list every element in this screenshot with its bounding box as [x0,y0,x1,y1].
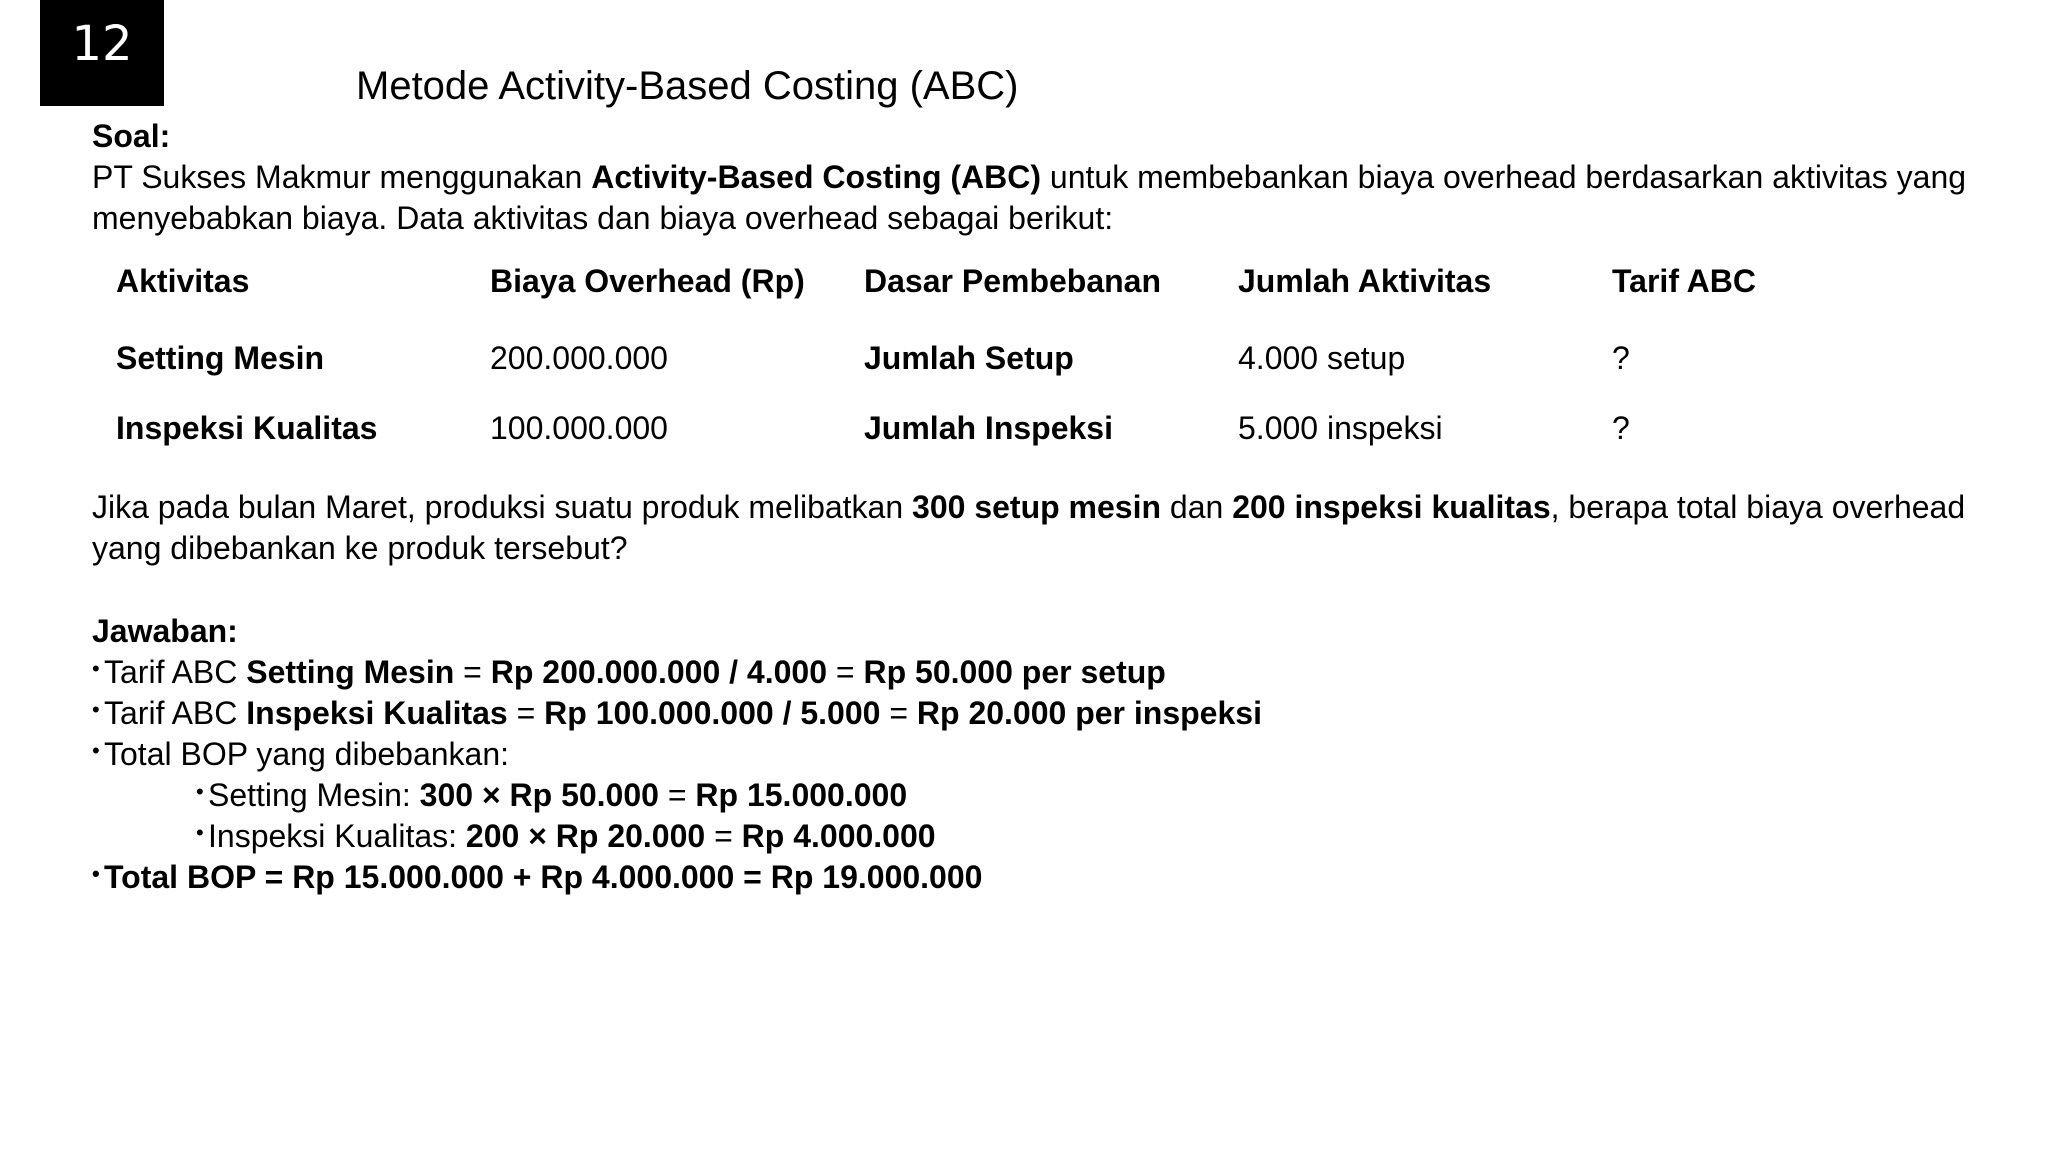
question-text-3: , berapa total biaya overhead yang dibebankan ke produk tersebut? [92,489,1966,566]
table-row [100,393,1928,463]
soal-intro-bold: Activity-Based Costing (ABC) [591,159,1042,195]
answer-sub-setting [196,775,2032,816]
answer-bold: Inspeksi Kualitas [246,695,508,731]
answer-line-tarif-inspeksi [92,693,2032,734]
header-biaya-overhead: Biaya Overhead (Rp) [490,263,805,299]
answer-bold: Rp 100.000.000 / 5.000 [544,695,881,731]
answer-bold: Rp 200.000.000 / 4.000 [490,654,827,690]
answer-text: = [658,777,696,813]
header-aktivitas: Aktivitas [116,263,250,299]
cell-tarif: ? [1612,410,1630,446]
answer-text: = [827,654,864,690]
answer-bold: Rp 50.000 per setup [863,654,1166,690]
question-text-1: Jika pada bulan Maret, produksi suatu produk melibatkan [92,489,913,525]
answer-bold: Rp 15.000.000 [695,777,908,813]
answer-line-total-label: • Total BOP yang dibebankan: [92,734,2032,775]
cell-aktivitas: Setting Mesin [116,340,325,376]
cell-jumlah: 4.000 setup [1238,340,1406,376]
answer-bold: Rp 20.000 per inspeksi [916,695,1262,731]
answer-text: Inspeksi Kualitas: [208,818,466,854]
header-dasar-pembebanan: Dasar Pembebanan [864,263,1162,299]
answer-text: = [880,695,917,731]
soal-intro-text-1: PT Sukses Makmur menggunakan [92,159,592,195]
spacer [92,569,2032,611]
header-tarif-abc: Tarif ABC [1612,263,1756,299]
soal-intro-text-2: untuk membebankan biaya overhead berdasarkan aktivitas yang menyebabkan biaya. Data aktivitas dan biaya overhead sebagai berikut: [92,159,1967,236]
jawaban-heading: Jawaban: [92,613,238,649]
slide-title: Metode Activity-Based Costing (ABC) [356,64,1019,108]
table-row [100,323,1928,393]
table-header-row [100,239,1928,323]
answer-line-tarif-setting [92,652,2032,693]
answer-bold: Rp 4.000.000 [741,818,936,854]
answer-total-bop: • Total BOP = Rp 15.000.000 + Rp 4.000.000 = Rp 19.000.000 [92,857,2032,898]
soal-intro [92,157,2032,239]
answer-text: Tarif ABC [104,695,247,731]
answer-text: Setting Mesin: [208,777,420,813]
answer-sub-inspeksi [196,816,2032,857]
slide-content [92,116,2032,898]
answer-text: Tarif ABC [104,654,247,690]
cell-dasar: Jumlah Inspeksi [864,410,1113,446]
header-jumlah-aktivitas: Jumlah Aktivitas [1238,263,1492,299]
cell-aktivitas: Inspeksi Kualitas [116,410,378,446]
answer-text: = [705,818,742,854]
question-bold-2: 200 inspeksi kualitas [1232,489,1551,525]
question-text-2: dan [1161,489,1233,525]
question-bold-1: 300 setup mesin [912,489,1162,525]
answer-text: = [454,654,491,690]
cell-tarif: ? [1612,340,1630,376]
answer-bold: 200 × Rp 20.000 [465,818,706,854]
cell-jumlah: 5.000 inspeksi [1238,410,1443,446]
slide-number: 12 [40,0,164,106]
spacer [92,463,2032,487]
soal-heading: Soal: [92,118,171,154]
cell-biaya: 200.000.000 [490,340,668,376]
question-paragraph [92,487,2032,569]
activity-table [100,239,1928,463]
cell-biaya: 100.000.000 [490,410,668,446]
answer-bold: 300 × Rp 50.000 [419,777,659,813]
answer-bold: Setting Mesin [246,654,455,690]
cell-dasar: Jumlah Setup [864,340,1074,376]
answer-text: = [507,695,545,731]
